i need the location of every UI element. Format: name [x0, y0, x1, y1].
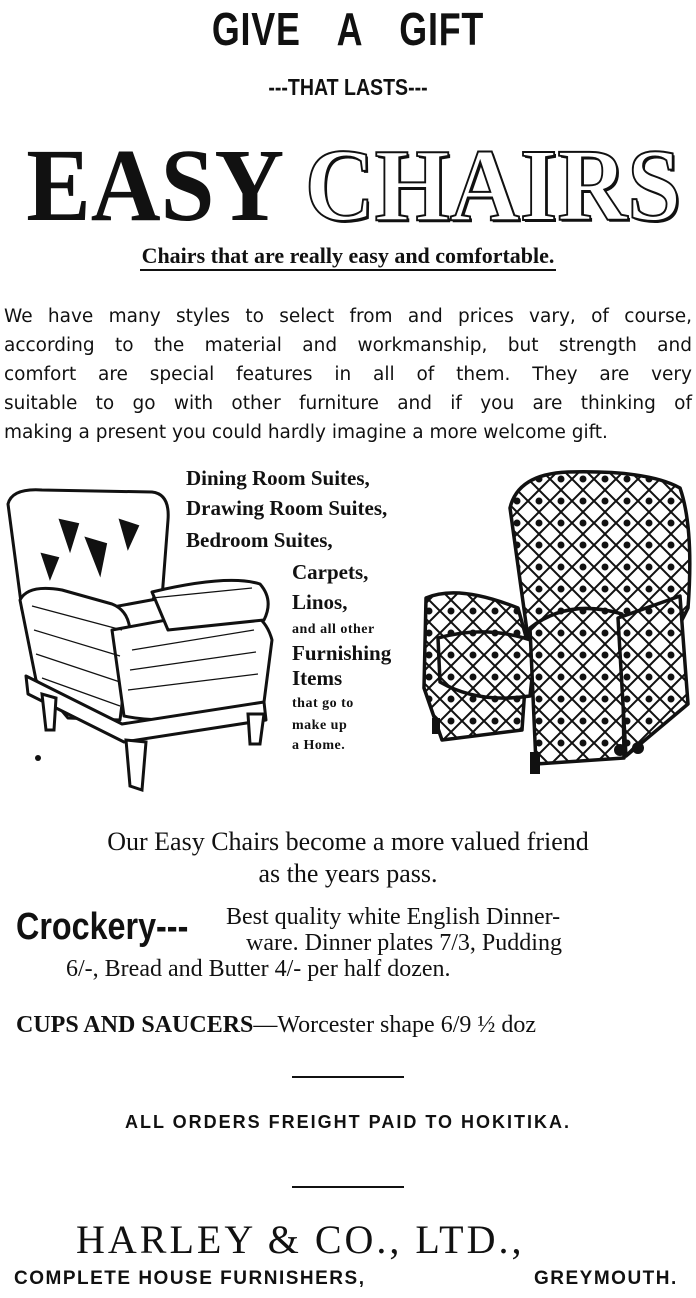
footer-tagline: COMPLETE HOUSE FURNISHERS,	[14, 1268, 366, 1289]
friend-line: as the years pass.	[258, 859, 438, 888]
cups-and-saucers-line	[16, 1012, 536, 1039]
item-items: Items	[292, 666, 343, 690]
intro-line: comfort are special features in all of them. They are very	[4, 364, 692, 385]
crockery-line-1: Best quality white English Dinner-	[226, 904, 561, 930]
wing-chair-illustration-right	[418, 468, 696, 790]
cups-label: CUPS AND SAUCERS	[16, 1012, 254, 1038]
friend-slogan	[0, 826, 696, 890]
item-bedroom: Bedroom Suites,	[186, 528, 333, 552]
intro-paragraph	[4, 302, 692, 447]
company-name: HARLEY & CO., LTD.,	[76, 1217, 525, 1262]
tagline	[0, 243, 696, 269]
item-that-go-to: that go to	[292, 696, 354, 711]
item-linos: Linos,	[292, 590, 348, 614]
title-word-easy: EASY	[26, 128, 281, 243]
main-title	[26, 126, 682, 245]
item-carpets: Carpets,	[292, 560, 369, 584]
crockery-line-3: 6/-, Bread and Butter 4/- per half dozen.	[66, 956, 451, 982]
item-make-up: make up	[292, 718, 348, 733]
intro-line: suitable to go with other furniture and if you are thinking of	[4, 393, 692, 414]
friend-line: Our Easy Chairs become a more valued friend	[107, 827, 589, 856]
footer-location: GREYMOUTH.	[534, 1268, 678, 1289]
intro-line: We have many styles to select from and prices vary, of course,	[4, 306, 692, 327]
cups-price: —Worcester shape 6/9 ½ doz	[253, 1012, 537, 1038]
item-and-all-other: and all other	[292, 622, 375, 637]
headline-give-a-gift: GIVE A GIFT	[211, 3, 485, 55]
item-furnishing: Furnishing	[292, 641, 392, 665]
headline-that-lasts: ---THAT LASTS---	[268, 74, 428, 100]
divider-rule	[292, 1076, 404, 1078]
crockery-line-2: ware. Dinner plates 7/3, Pudding	[246, 930, 562, 956]
item-drawing-room: Drawing Room Suites,	[186, 496, 388, 520]
intro-line: according to the material and workmanship, but strength and	[4, 335, 692, 356]
freight-notice: ALL ORDERS FREIGHT PAID TO HOKITIKA.	[124, 1112, 571, 1132]
crockery-label: Crockery---	[16, 906, 189, 948]
intro-line: making a present you could hardly imagine a more welcome gift.	[4, 422, 608, 443]
tagline-text: Chairs that are really easy and comfortable.	[140, 243, 557, 271]
item-a-home: a Home.	[292, 738, 346, 753]
item-dining-room: Dining Room Suites,	[186, 466, 370, 490]
divider-rule	[292, 1186, 404, 1188]
title-word-chairs: CHAIRS	[304, 128, 682, 243]
